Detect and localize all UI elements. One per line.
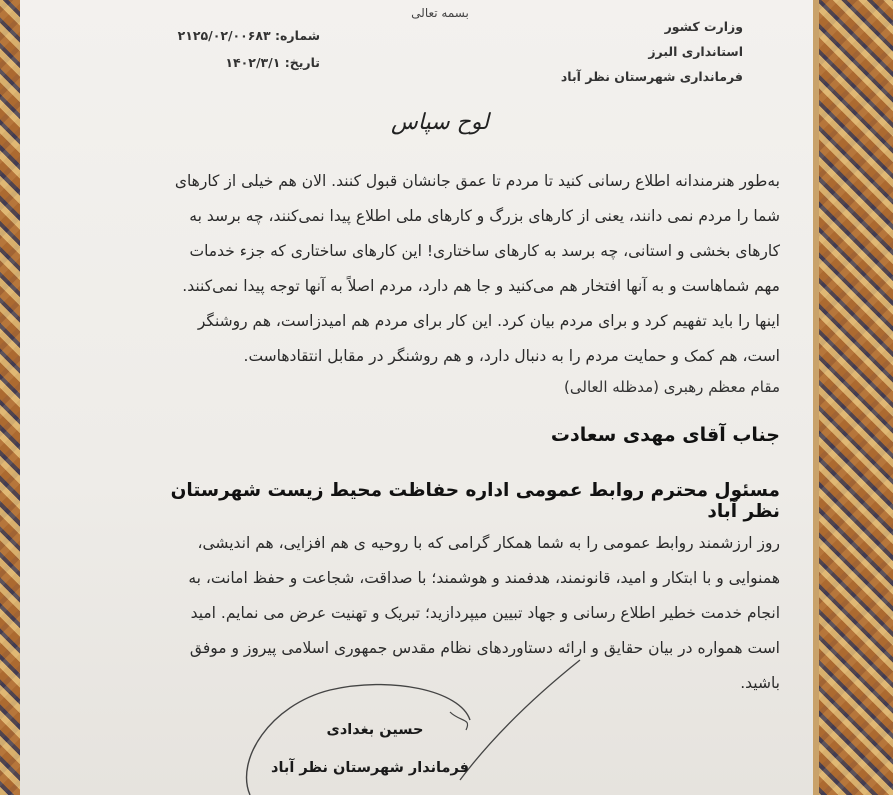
signatory-title: فرماندار شهرستان نظر آباد (271, 760, 469, 776)
document-number (160, 22, 320, 49)
body-text (140, 526, 780, 701)
certificate-paper (20, 0, 813, 795)
org-line-ministry: وزارت کشور (664, 19, 743, 34)
quote-text (140, 164, 780, 374)
quote-source: مقام معظم رهبری (مدظله العالی) (564, 378, 780, 396)
org-line-province: استانداری البرز (648, 44, 743, 59)
date-label: تاریخ: (284, 55, 320, 70)
body-line: است همواره در بیان حقایق و ارائه دستاوردهای نظام مقدس جمهوری اسلامی پیروز و موفق (189, 639, 780, 657)
quote-line: اینها را باید تفهیم کرد و برای مردم بیان کرد. این کار برای مردم هم امیدزاست، هم روشنگر (197, 312, 780, 330)
recipient-name: جناب آقای مهدی سعادت (550, 424, 780, 446)
body-line: باشید. (740, 674, 780, 692)
quote-line: به‌طور هنرمندانه اطلاع رسانی کنید تا مردم تا عمق جانشان قبول کنند. الان هم خیلی از کارهای (174, 172, 780, 190)
document-date (160, 49, 320, 76)
decorative-border-right (813, 0, 893, 795)
quote-line: است، هم کمک و حمایت مردم را به دنبال دارد، و هم روشنگر در مقابل انتقادهاست. (243, 347, 780, 365)
body-line: روز ارزشمند روابط عمومی را به شما همکار گرامی که با روحیه ی هم افزایی، هم اندیشی، (197, 534, 780, 552)
number-label: شماره: (275, 28, 320, 43)
decorative-border-left (0, 0, 20, 795)
document-meta (160, 22, 320, 76)
number-value: ۲۱۲۵/۰۲/۰۰۶۸۳ (177, 28, 271, 43)
quote-line: کارهای بخشی و استانی، چه برسد به کارهای ساختاری! این کارهای ساختاری که جزء خدمات (189, 242, 780, 260)
certificate-title: لوح سپاس (391, 110, 489, 135)
recipient-position: مسئول محترم روابط عمومی اداره حفاظت محیط زیست شهرستان نظر آباد (170, 480, 780, 522)
body-line: انجام خدمت خطیر اطلاع رسانی و جهاد تبیین میپردازید؛ تبریک و تهنیت عرض می نمایم. امید (190, 604, 780, 622)
body-line: همنوایی و با ابتکار و امید، قانونمند، هدفمند و هوشمند؛ با صداقت، شجاعت و حفظ امانت، به (188, 569, 780, 587)
quote-line: مهم شماهاست و به آنها افتخار هم می‌کنید و جا هم دارد، مردم اصلاً به آنها توجه پیدا نمی‌کنند. (182, 277, 780, 295)
quote-line: شما را مردم نمی دانند، یعنی از کارهای بزرگ و کارهای ملی اطلاع پیدا نمی‌کنند، چه برسد به (189, 207, 780, 225)
org-line-governorate: فرمانداری شهرستان نظر آباد (560, 69, 743, 84)
date-value: ۱۴۰۲/۳/۱ (225, 55, 281, 70)
signatory-name: حسین بغدادی (326, 722, 424, 738)
organization-header (523, 14, 743, 89)
invocation: بسمه تعالی (411, 6, 469, 20)
